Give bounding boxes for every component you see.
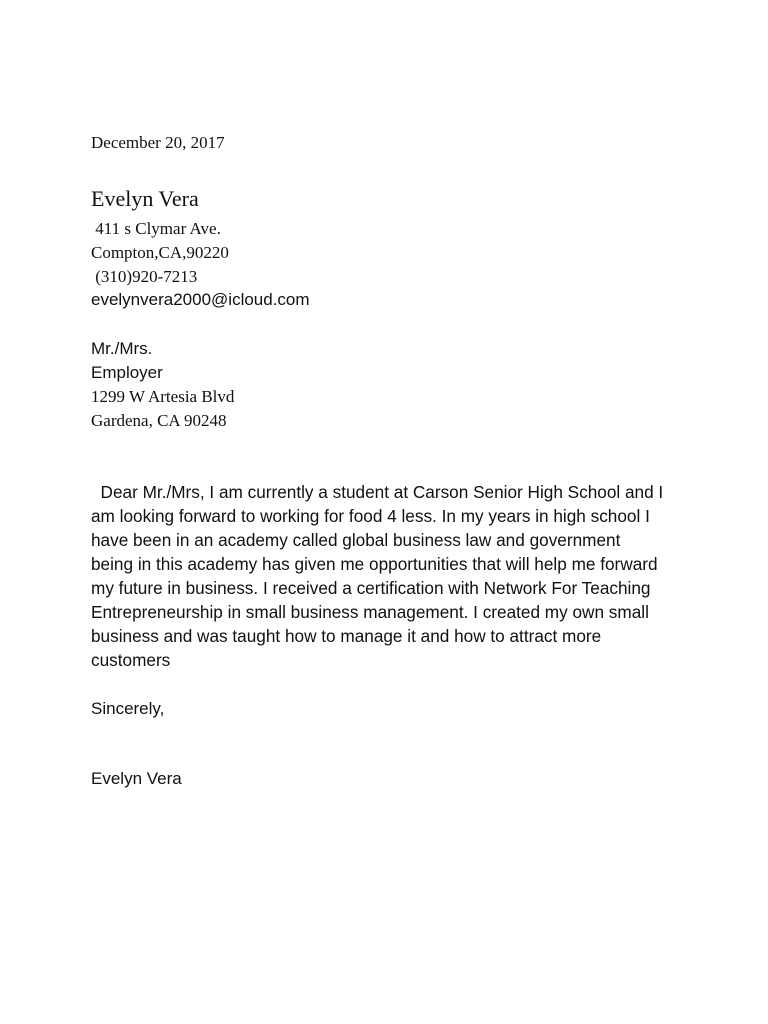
sender-phone: (310)920-7213 (91, 267, 198, 286)
body-line: business and was taught how to manage it and how to attract more (91, 626, 602, 646)
body-line: my future in business. I received a certification with Network For Teaching (91, 578, 651, 598)
recipient-address-line2: Gardena, CA 90248 (91, 411, 227, 430)
body-line: Dear Mr./Mrs, I am currently a student at Carson Senior High School and I (91, 482, 664, 502)
recipient-salutation-title: Mr./Mrs. (91, 339, 153, 358)
letter-body (91, 480, 691, 672)
body-line: customers (91, 650, 171, 670)
letter-signature: Evelyn Vera (91, 769, 182, 788)
sender-email: evelynvera2000@icloud.com (91, 290, 310, 309)
recipient-address-line1: 1299 W Artesia Blvd (91, 387, 235, 406)
body-line: am looking forward to working for food 4 less. In my years in high school I (91, 506, 650, 526)
sender-address-line2: Compton,CA,90220 (91, 243, 229, 262)
recipient-title: Employer (91, 363, 163, 382)
body-line: have been in an academy called global business law and government (91, 530, 621, 550)
sender-name: Evelyn Vera (91, 186, 199, 211)
body-line: being in this academy has given me opportunities that will help me forward (91, 554, 658, 574)
letter-date: December 20, 2017 (91, 133, 225, 152)
sender-address-line1: 411 s Clymar Ave. (91, 219, 221, 238)
letter-closing: Sincerely, (91, 699, 165, 718)
body-line: Entrepreneurship in small business management. I created my own small (91, 602, 649, 622)
